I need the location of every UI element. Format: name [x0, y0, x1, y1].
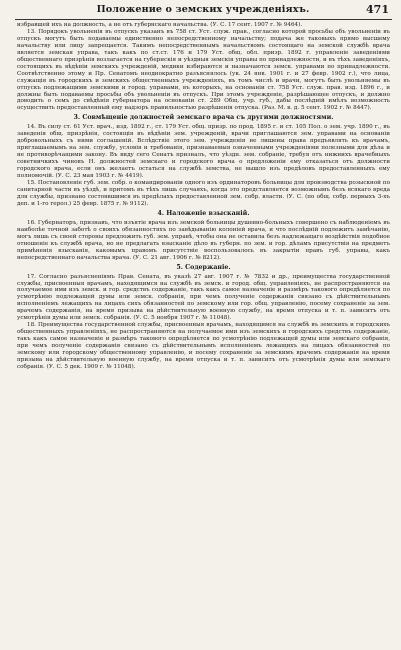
- page-number: 471: [366, 3, 389, 16]
- running-title: Положение о земских учрежденіяхъ.: [96, 4, 310, 15]
- paragraph-13: 13. Порядокъ увольненія въ отпускъ указанъ въ 758 ст. Уст. служ. прав., согласно которой просьбы объ увольненіи въ отпускъ могутъ быть подаваемы единственно непосредственному начальству; подача же таковыхъ прямо высшему начальству или лицу запрещается. Такимъ непосредственнымъ начальствомъ состоящаго на земской службѣ врача является земская управа, такъ какъ по ст.ст. 176 и 179 Уст. общ. обл. призр. 1892 г. управленіе заведеніями общественнаго призрѣнія возлагается на губернскія и уѣздныя земскія управы по принадлежности, и въ тѣхъ заведеніяхъ, состоящихъ въ вѣдѣніи земскихъ учрежденій, медики избираются и назначаются земск. управами по принадлежности. Соотвѣтственно этому и Пр. Сенатомъ неоднократно разъяснялось (ук. 24 янв. 1901 г. и 27 февр. 1902 г.), что лица, служащія въ городскихъ и земскихъ общественныхъ учрежденіяхъ, въ томъ числѣ и врачи, могутъ быть увольняемы въ отпускъ подлежащими земскими и город. управами, въ которыхъ, на основаніи ст. 758 Уст. служ. прав. изд. 1896 г., и должны быть подаваемы просьбы объ увольненіи въ отпускъ. При этомъ учрежденіе, разрѣшающее отпускъ, и должно доводить о семъ до свѣдѣнія губернатора на основаніи ст. 289 Общ. учр. губ., дабы послѣдній имѣлъ возможность осуществить предоставленный ему надзоръ правильностью разрѣшенія отпуска. (Раз. М. в. д. 5 сент. 1902 г. № 8447).: [17, 28, 390, 112]
- paragraph-16: 16. Губернаторъ, признавъ, что изъятіе врача изъ земской больницы душевно-больныхъ совершено съ наблюденіемъ въ наиболѣе точной заботѣ о своихъ обязанностяхъ по завѣдыванію колоніей врача, и что послѣдній подлежитъ замѣчанію, могъ лишь съ своей стороны предложить губ. зем. управѣ, чтобы она не оставила безъ надлежащаго воздѣйствія подобное отношеніе къ службѣ врача, но не предлагать взысканіе дѣло въ губерн. по зем. и гор. дѣламъ присутствія на предметъ примѣненія взысканія, каковымъ правомъ присутствіе воспользовалось въ закрытіи правъ губ. управы, какъ непосредственнаго начальства врача. (У. С. 21 авг. 1906 г. № 8212).: [17, 219, 390, 261]
- section-heading-5: 5. Содержаніе.: [176, 263, 231, 271]
- page-body: [17, 22, 390, 371]
- paragraph-15: 15. Постановленіе губ. зем. собр. о командированіи одного изъ ординаторовъ больницы для производства розыскной по санитарной части въ уѣздѣ, и притомъ въ тѣхъ лишь случаяхъ, когда это представляется возможнымъ безъ всякаго вреда для службы, признано состоявшимся въ предѣлахъ предоставленной зем. собр. власти. (У. С. (по общ. собр. первыхъ 3-хъ деп. и 1-го герол.) 25 февр. 1875 г. № 9112).: [17, 180, 390, 207]
- paragraph-18: 18. Преимущества государственной службы, присвоенныя врачамъ, находящимся на службѣ въ земскихъ и городскихъ общественныхъ управленіяхъ, не распространяются на получаемое ими изъ земскихъ и городскихъ средствъ содержаніе, такъ какъ самое назначеніе и размѣръ такового опредѣляется по усмотрѣнію подлежащей думы или земскаго собранія, при чемъ полученіе содержанія связано съ дѣйствительнымъ исполненіемъ лежащихъ на лицахъ обязанностей по земскому или городскому общественному управленію, и посему сохраненіе за земскимъ врачемъ содержанія на время призыва на дѣйствительную военную службу, на время отпуска и т. п. зависитъ отъ усмотрѣнія думы или земскаго собранія. (У. С. 5 дек. 1909 г. № 11048).: [17, 322, 390, 370]
- section-heading-3: 3. Совмѣщеніе должностей земскаго врача съ другими должностями.: [73, 114, 334, 122]
- section-heading-4: 4. Наложеніе взысканій.: [157, 209, 250, 217]
- paragraph-continued: избравшей ихъ на должность, а не отъ губернскаго начальства. (У. С. 17 сент. 1907 г. № 9464).: [17, 22, 303, 28]
- header-rule: [15, 19, 392, 20]
- paragraph-14: 14. Въ силу ст. 61 Уст. врач., изд. 1892 г., ст. 179 Уст. общ. призр. по прод. 1895 г. и ст. 105 Пол. о зем. учр. 1890 г., въ заведенія общ. призрѣнія, состоящія въ вѣдѣніи зем. учрежденій, врачи приглашаются зем. управами на основаніи добровольныхъ съ ними соглашеній. Вслѣдствіе этого зем. учрежденія не лишены права предъявлять къ врачамъ, приглашаемымъ на зем. службу, условія и требованія, признаваемыя означенными учрежденіями полезными для дѣла и не противорѣчащими закону. Въ виду сего Сенатъ призналъ, что уѣздн. зем. собраніе, требуя отъ нижнихъ врачебныхъ советничкихъ чиновъ Н. должностей земскаго и городского врача о предложеніи ему отказаться отъ должности городского врача, если онъ желаетъ остаться на службѣ земства, не вышло изъ предѣловъ предоставленныхъ ему полномочій. (У. С. 23 мая 1903 г. № 4419).: [17, 124, 390, 180]
- paragraph-17: 17. Согласно разъясненіямъ Прав. Сената, въ указѣ 27 авг. 1907 г. № 7832 и др., преимущества государственной службы, присвоенныя врачамъ, находящимся на службѣ въ земск. и город. общ. управленіяхъ, не распространяются на получаемое ими изъ земск. и гор. средствъ содержаніе, такъ какъ самое назначеніе и размѣръ такового опредѣляется по усмотрѣнію подлежащей думы или земск. собранія, при чемъ полученіе содержанія связано съ дѣйствительнымъ исполненіемъ лежащихъ на лицахъ сихъ обязанностей по земскому или гор. общ. управленію, посему сохраненіе за зем. врачемъ содержанія, на время призыва на дѣйствительную военную службу, на время отпуска и т. п. зависитъ отъ усмотрѣнія думы или земск. собранія. (У. С. 5 ноября 1907 г. № 11048).: [17, 273, 390, 322]
